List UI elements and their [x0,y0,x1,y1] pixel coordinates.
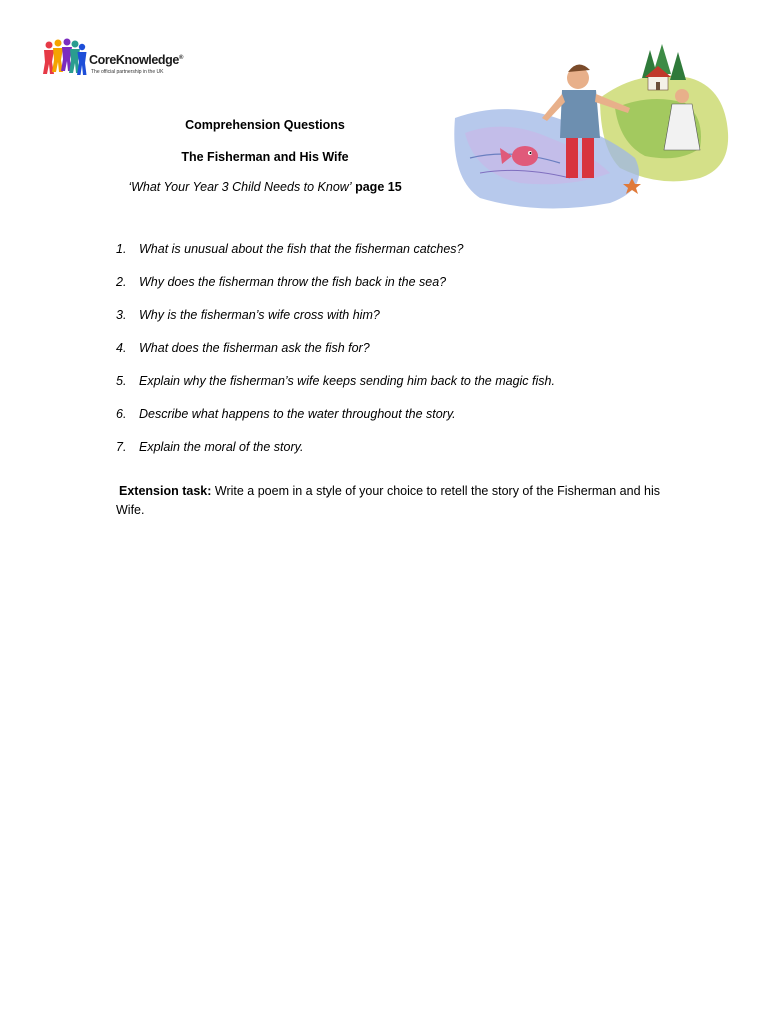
question-item [116,274,676,307]
book-title: ‘What Your Year 3 Child Needs to Know’ [128,180,352,194]
question-number: 1. [116,242,127,256]
question-text: Why does the fisherman throw the fish back in the sea? [139,275,447,289]
logo-tagline: The official partnership in the UK [91,69,164,75]
question-number: 3. [116,308,127,322]
core-knowledge-logo [42,38,182,80]
question-item [116,241,676,274]
logo-wordmark: CoreKnowledge® [89,53,183,67]
question-item [116,373,676,406]
question-text: What does the fisherman ask the fish for? [139,341,370,355]
story-title: The Fisherman and His Wife [181,150,349,164]
question-text: Describe what happens to the water throughout the story. [139,407,456,421]
question-text: Explain the moral of the story. [139,440,304,454]
question-item [116,406,676,439]
question-text: Why is the fisherman’s wife cross with him? [139,308,380,322]
question-text: Explain why the fisherman’s wife keeps sending him back to the magic fish. [139,374,555,388]
page-reference: page 15 [355,180,402,194]
question-text: What is unusual about the fish that the fisherman catches? [139,242,464,256]
book-reference [110,180,420,194]
page-title: Comprehension Questions [185,118,345,132]
question-number: 7. [116,440,127,454]
fisherman-illustration [450,38,732,212]
question-item [116,439,676,472]
question-item [116,340,676,373]
question-number: 4. [116,341,127,355]
extension-label: Extension task: [119,484,212,498]
people-figures-icon [42,38,88,78]
extension-task [116,482,668,520]
question-list [116,241,676,472]
question-number: 5. [116,374,127,388]
question-item [116,307,676,340]
question-number: 2. [116,275,127,289]
question-number: 6. [116,407,127,421]
extension-text: Write a poem in a style of your choice to retell the story of the Fisherman and his Wife. [116,484,660,517]
